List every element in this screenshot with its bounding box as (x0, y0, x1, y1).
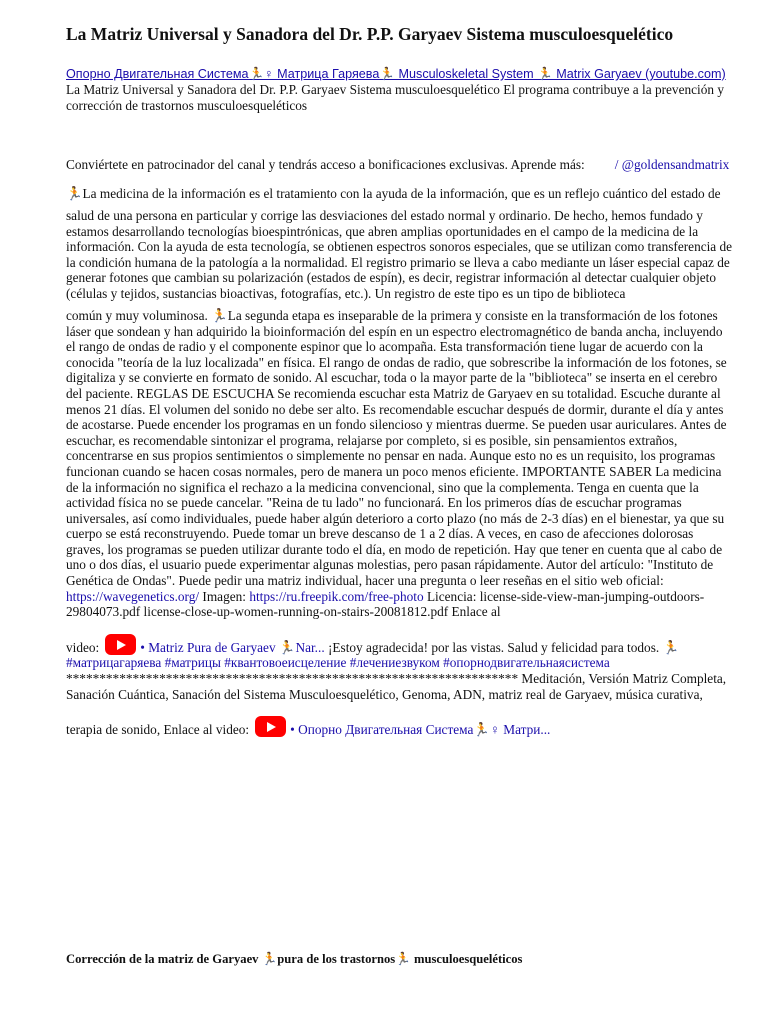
sponsor-paragraph (66, 157, 734, 173)
youtube-source-link[interactable]: Опорно Двигательная Система🏃♀ Матрица Гаряева🏃 Musculoskeletal System 🏃 Matrix Garyaev (youtube.com) (66, 67, 726, 81)
therapy-text: terapia de sonido, Enlace al video: (66, 722, 250, 738)
sponsor-text: Conviértete en patrocinador del canal y tendrás acceso a bonificaciones exclusivas. Aprende más: (66, 157, 585, 172)
keywords-text: ******************************************************************** Meditación, Versión Matriz Completa, Sanación Cuántica, Sanación del Sistema Musculoesquelético, Genoma, ADN, matriz real de Garyaev, música curativa, (66, 671, 727, 702)
youtube-icon[interactable] (105, 634, 136, 655)
thanks-text: ¡Estoy agradecida! por las vistas. Salud y felicidad para todos. 🏃 (327, 639, 680, 655)
channel-link[interactable]: / @goldensandmatrix (614, 157, 730, 172)
image-label: Imagen: (202, 588, 246, 604)
youtube-icon[interactable] (255, 716, 286, 737)
body-segment-2: salud de una persona en particular y corrige las desviaciones del estado normal y ordinario. De hecho, hemos fundado y estamos desarrollando tecnologías bioespintrónicas, que abren amplias oportunidades en el campo de la medicina de la información. Con la ayuda de esta tecnología, se obtienen espectros sonoros especiales, que se utilizan como transferencia de la condición humana de la patología a la normalidad. El registro primario se lleva a cabo mediante un láser especial capaz de generar fotones que cambian su polarización (estados de espín), es decir, registrar información al detectar cualquier objeto (células y tejidos, sustancias bioactivas, fotografías, etc.). Un registro de este tipo es un tipo de biblioteca (66, 208, 733, 301)
body-segment-1: 🏃La medicina de la información es el tratamiento con la ayuda de la información, que es un reflejo cuántico del estado de (66, 186, 721, 201)
intro-paragraph (66, 66, 734, 114)
article-body (66, 186, 734, 738)
video-link-1[interactable]: • Matriz Pura de Garyaev 🏃Nar... (140, 639, 325, 655)
next-section-heading: Corrección de la matriz de Garyaev 🏃pura de los trastornos🏃 musculoesqueléticos (66, 952, 523, 966)
body-segment-3: común y muy voluminosa. 🏃La segunda etapa es inseparable de la primera y consiste en la transformación de los fotones (66, 307, 718, 323)
license-text: Licencia: license-side-view-man-jumping-outdoors-29804073.pdf license-close-up-women-running-on-stairs-20081812.pdf Enlace al (66, 588, 705, 620)
wavegenetics-link[interactable]: https://wavegenetics.org/ (66, 588, 200, 604)
document-title: La Matriz Universal y Sanadora del Dr. P.P. Garyaev Sistema musculoesquelético (66, 24, 674, 44)
video-label: video: (66, 639, 100, 655)
intro-text: La Matriz Universal y Sanadora del Dr. P.P. Garyaev Sistema musculoesquelético El programa contribuye a la prevención y corrección de trastornos musculoesqueléticos (66, 82, 725, 113)
hashtags[interactable]: #матрицагаряева #матрицы #квантовоеисцеление #лечениезвуком #опорнодвигательнаясистема (66, 655, 610, 671)
freepik-link[interactable]: https://ru.freepik.com/free-photo (249, 588, 424, 604)
video-line-1 (66, 620, 679, 656)
video-link-2[interactable]: • Опорно Двигательная Система🏃♀ Матри... (290, 722, 551, 738)
body-segment-4: láser que sondean y han adquirido la bioinformación del espín en un espectro electromagnético de banda ancha, incluyendo el rango de ondas de radio y el componente espinor que lo acompaña. Esta transformación tiene lugar de acuerdo con la conocida "teoría de la luz localizada" en física. El rango de ondas de radio, que sobrescribe la información de los fotones, se digitaliza y se convierte en formato de sonido. Al escuchar, toda o la mayor parte de la "biblioteca" se inserta en el cerebro del paciente. REGLAS DE ESCUCHA Se recomienda escuchar esta Matriz de Garyaev en su totalidad. Escuche durante al menos 21 días. El volumen del sonido no debe ser alto. Es recomendable escuchar después de dormir, durante el día y antes de acostarse. Puede encender los programas en un fondo silencioso y mientras duerme. Se pueden usar auriculares. Antes de escuchar, es recomendable sintonizar el programa, relajarse por completo, si es posible, sin pensamientos extraños, concentrarse en sus propios sentimientos o simplemente no pensar en nada. Aunque esto no es un requisito, los programas funcionan cuando se hacen cosas normales, pero de manera un poco menos eficiente. IMPORTANTE SABER La medicina de la información no significa el rechazo a la medicina convencional, sino que la complementa. Tenga en cuenta que la actividad física no se puede cancelar. "Reina de tu lado" no funcionará. En los primeros días de escuchar programas universales, así como individuales, puede haber algún deterioro a corto plazo (no más de 2-3 días) en el bienestar, ya que su cuerpo se está reconstruyendo. Puede tomar un breve descanso de 1 a 2 días. A veces, en caso de afecciones dolorosas graves, los programas se pueden utilizar durante todo el día, en modo de repetición. Hay que tener en cuenta que al cabo de uno o dos días, el usuario puede experimentar algunas molestias, pero pasan rápidamente. Autor del artículo: "Instituto de Genética de Ondas". Puede pedir una matriz individual, hacer una pregunta o leer reseñas en el sitio web oficial: (66, 323, 727, 589)
video-line-2 (66, 702, 550, 738)
